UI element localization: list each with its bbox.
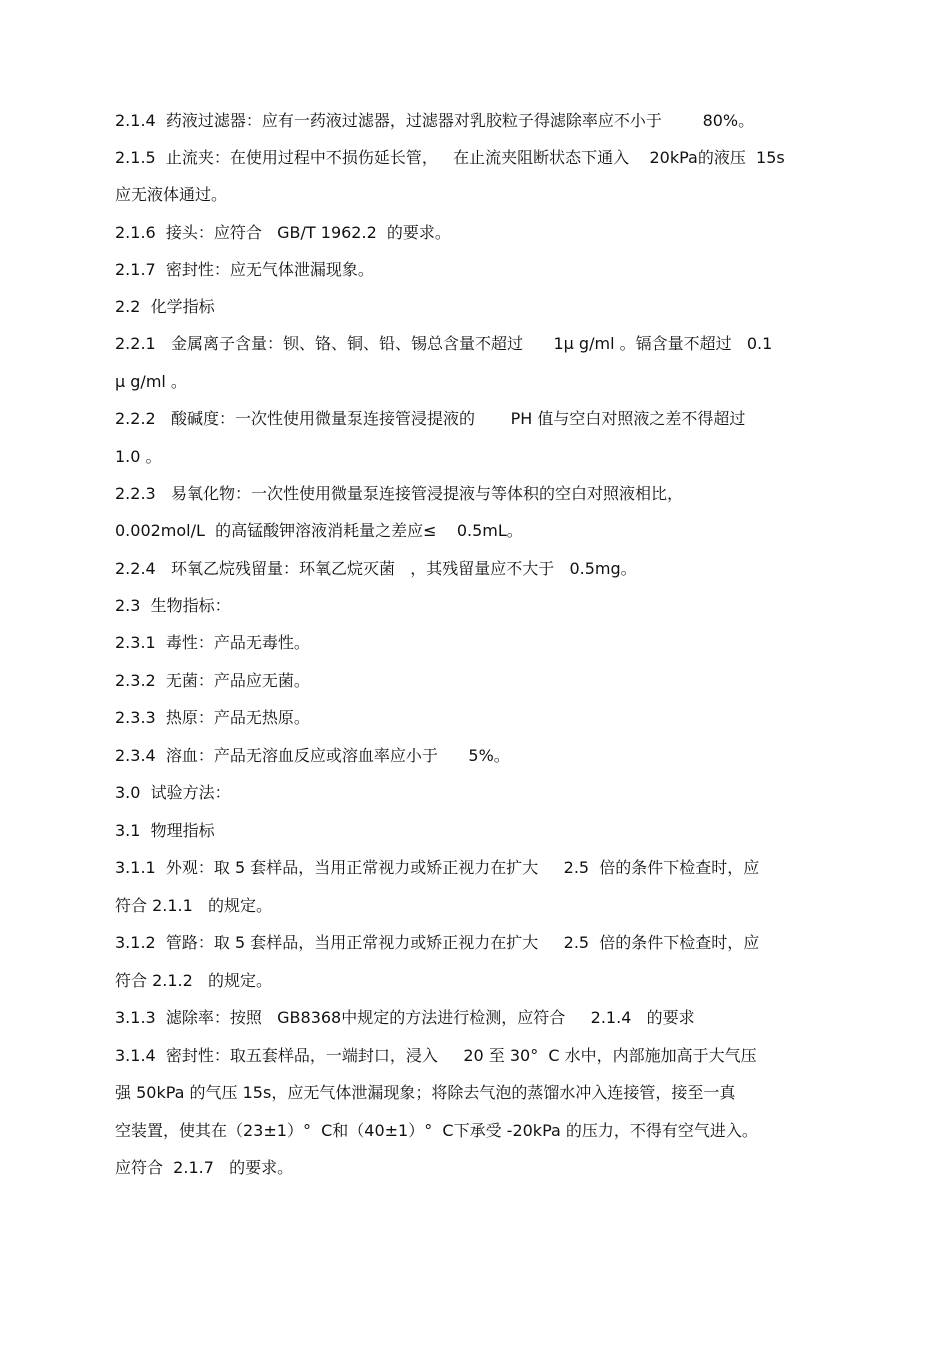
clause-2-3-1: 2.3.1 毒性：产品无毒性。: [115, 633, 310, 652]
clause-2-1-6: 2.1.6 接头：应符合 GB/T 1962.2 的要求。: [115, 223, 451, 242]
clause-3-1-4: 3.1.4 密封性：取五套样品，一端封口，浸入 20 至 30° C 水中，内部施加高于大气压: [115, 1046, 757, 1065]
clause-3-1-1: 3.1.1 外观：取 5 套样品，当用正常视力或矫正视力在扩大 2.5 倍的条件下检查时，应: [115, 858, 760, 877]
clause-2-2-1: 2.2.1 金属离子含量：钡、铬、铜、铅、锡总含量不超过 1μ g/ml 。镉含量不超过 0.1: [115, 334, 773, 353]
clause-2-3-2: 2.3.2 无菌：产品应无菌。: [115, 671, 310, 690]
clause-2-2-3: 2.2.3 易氧化物：一次性使用微量泵连接管浸提液与等体积的空白对照液相比，: [115, 484, 683, 503]
clause-2-2-2-cont: 1.0 。: [115, 447, 162, 466]
clause-2-1-4: 2.1.4 药液过滤器：应有一药液过滤器，过滤器对乳胶粒子得滤除率应不小于 80%。: [115, 111, 755, 130]
clause-3-1-3: 3.1.3 滤除率：按照 GB8368中规定的方法进行检测，应符合 2.1.4 的要求: [115, 1008, 695, 1027]
clause-2-3-3: 2.3.3 热原：产品无热原。: [115, 708, 310, 727]
section-2-3-heading: 2.3 生物指标：: [115, 596, 231, 615]
section-2-2-heading: 2.2 化学指标: [115, 297, 215, 316]
section-3-1-heading: 3.1 物理指标: [115, 821, 215, 840]
clause-3-1-2: 3.1.2 管路：取 5 套样品，当用正常视力或矫正视力在扩大 2.5 倍的条件下检查时，应: [115, 933, 760, 952]
clause-2-1-5: 2.1.5 止流夹：在使用过程中不损伤延长管， 在止流夹阻断状态下通入 20kPa的液压 15s: [115, 148, 785, 167]
clause-2-2-2: 2.2.2 酸碱度：一次性使用微量泵连接管浸提液的 PH 值与空白对照液之差不得超过: [115, 409, 746, 428]
clause-2-2-3-cont: 0.002mol/L 的高锰酸钾溶液消耗量之差应≤ 0.5mL。: [115, 521, 523, 540]
clause-3-1-1-cont: 符合 2.1.1 的规定。: [115, 896, 273, 915]
clause-3-1-4-cont-1: 强 50kPa 的气压 15s，应无气体泄漏现象；将除去气泡的蒸馏水冲入连接管，接至一真: [115, 1083, 736, 1102]
clause-2-1-5-cont: 应无液体通过。: [115, 185, 228, 204]
clause-2-3-4: 2.3.4 溶血：产品无溶血反应或溶血率应小于 5%。: [115, 746, 510, 765]
section-3-0-heading: 3.0 试验方法：: [115, 783, 231, 802]
clause-2-2-4: 2.2.4 环氧乙烷残留量：环氧乙烷灭菌 ，其残留量应不大于 0.5mg。: [115, 559, 637, 578]
clause-3-1-4-cont-3: 应符合 2.1.7 的要求。: [115, 1158, 294, 1177]
clause-2-2-1-cont: μ g/ml 。: [115, 372, 187, 391]
clause-3-1-4-cont-2: 空装置，使其在（23±1）° C和（40±1）° C下承受 -20kPa 的压力，不得有空气进入。: [115, 1121, 758, 1140]
clause-3-1-2-cont: 符合 2.1.2 的规定。: [115, 971, 273, 990]
clause-2-1-7: 2.1.7 密封性：应无气体泄漏现象。: [115, 260, 374, 279]
